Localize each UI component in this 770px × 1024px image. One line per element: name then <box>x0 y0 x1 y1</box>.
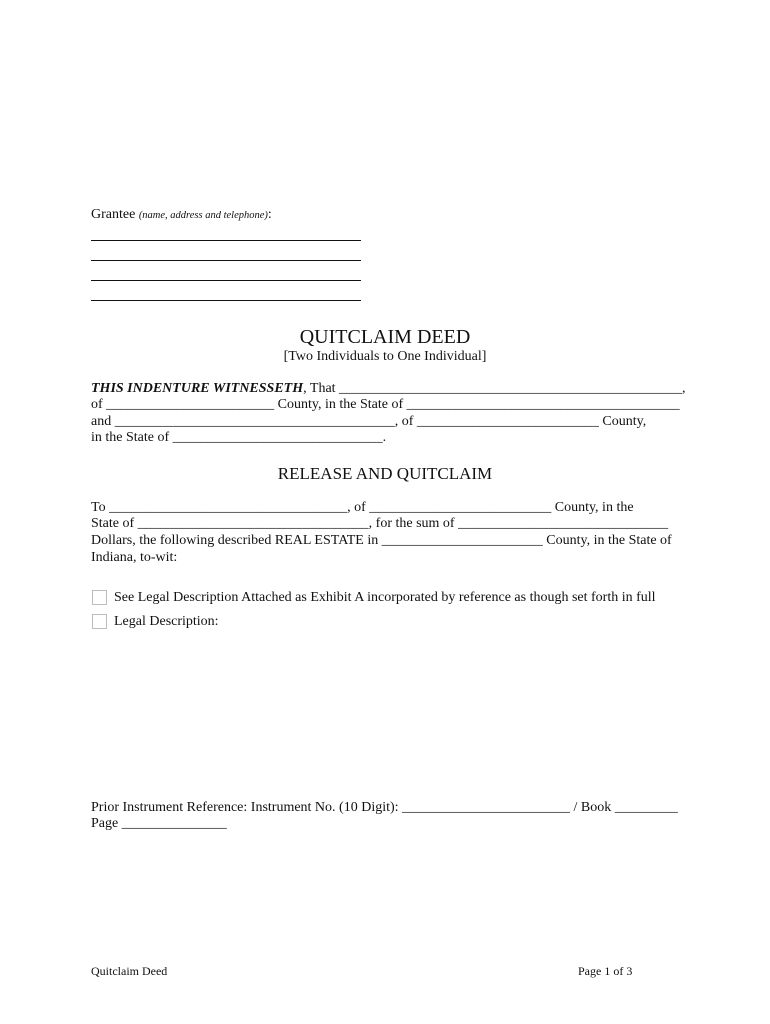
grantee-blank-line-3[interactable] <box>91 280 361 281</box>
grantee-label-note: (name, address and telephone) <box>138 210 268 221</box>
document-title: QUITCLAIM DEED <box>299 326 471 348</box>
release-line-3[interactable]: Dollars, the following described REAL ESTATE in _______________________ County, in the State of <box>91 533 672 548</box>
grantee-blank-line-4[interactable] <box>91 300 361 301</box>
release-line-4: Indiana, to-wit: <box>91 550 178 565</box>
indenture-lead: THIS INDENTURE WITNESSETH <box>91 381 304 396</box>
legal-description-label: Legal Description: <box>114 614 219 629</box>
indenture-line-4[interactable]: in the State of ______________________________. <box>91 430 387 445</box>
exhibit-a-label: See Legal Description Attached as Exhibit A incorporated by reference as though set forth in full <box>114 590 656 605</box>
indenture-line-1-rest[interactable]: , That _________________________________________________, <box>303 381 686 396</box>
footer-document-name: Quitclaim Deed <box>91 964 168 978</box>
indenture-line-2[interactable]: of ________________________ County, in the State of _______________________________________ <box>91 397 680 412</box>
exhibit-a-checkbox[interactable] <box>92 590 107 605</box>
release-heading: RELEASE AND QUITCLAIM <box>277 464 493 483</box>
footer-page-number: Page 1 of 3 <box>578 964 633 978</box>
grantee-label-colon: : <box>267 207 272 222</box>
prior-instrument-line-1[interactable]: Prior Instrument Reference: Instrument No. (10 Digit): ________________________ / Book _________ <box>91 800 678 815</box>
release-line-1[interactable]: To __________________________________, of __________________________ County, in the <box>91 500 634 515</box>
indenture-line-1 <box>91 381 686 397</box>
document-subtitle: [Two Individuals to One Individual] <box>283 349 487 364</box>
grantee-blank-line-1[interactable] <box>91 240 361 241</box>
release-line-2[interactable]: State of _________________________________, for the sum of ______________________________ <box>91 516 669 531</box>
indenture-line-3[interactable]: and ________________________________________, of __________________________ County, <box>91 414 647 429</box>
prior-instrument-line-2[interactable]: Page _______________ <box>91 816 227 831</box>
grantee-label-text: Grantee <box>91 207 136 222</box>
legal-description-checkbox[interactable] <box>92 614 107 629</box>
grantee-blank-line-2[interactable] <box>91 260 361 261</box>
grantee-label <box>91 207 272 223</box>
